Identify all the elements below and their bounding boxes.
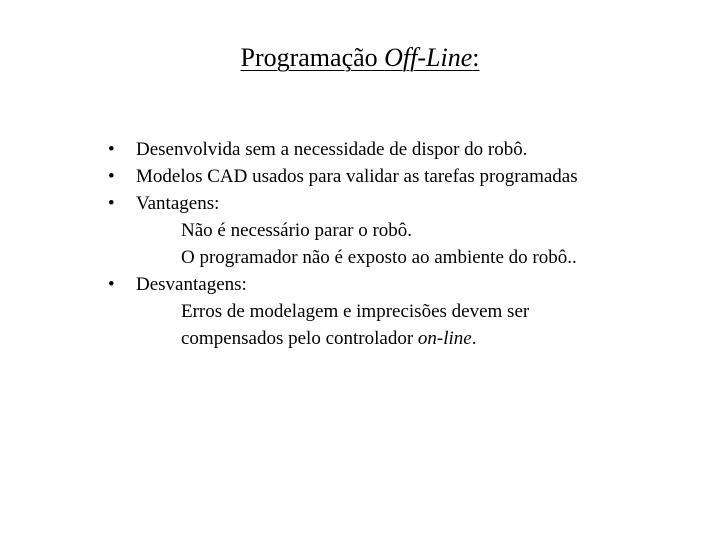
- bullet-item: [106, 271, 706, 298]
- bullet-text: Desvantagens:: [136, 274, 247, 295]
- title-italic: Off-Line: [384, 43, 473, 72]
- bullet-marker: •: [108, 193, 115, 214]
- sub-item: [106, 325, 706, 352]
- bullet-text: Desenvolvida sem a necessidade de dispor do robô.: [136, 139, 528, 160]
- sub-item-text: compensados pelo controlador: [181, 328, 418, 349]
- bullet-text: Vantagens:: [136, 193, 220, 214]
- bullet-marker: •: [108, 166, 115, 187]
- bullet-item: [106, 190, 706, 217]
- sub-item: O programador não é exposto ao ambiente do robô..: [181, 247, 577, 268]
- sub-item: Não é necessário parar o robô.: [181, 220, 413, 241]
- slide-title-text: [240, 43, 479, 72]
- title-main: Programação: [240, 43, 385, 72]
- sub-item-italic-text: on-line: [417, 328, 472, 349]
- title-colon: :: [472, 43, 480, 72]
- bullet-text: Modelos CAD usados para validar as tarefas programadas: [136, 166, 578, 187]
- sub-item: Erros de modelagem e imprecisões devem ser: [181, 301, 530, 322]
- bullet-marker: •: [108, 274, 115, 295]
- bullet-item: [106, 163, 706, 190]
- bullet-item: [106, 136, 706, 163]
- sub-item-punctuation: .: [471, 328, 477, 349]
- slide-title: [0, 40, 720, 76]
- bullet-list: [106, 136, 706, 352]
- bullet-marker: •: [108, 139, 115, 160]
